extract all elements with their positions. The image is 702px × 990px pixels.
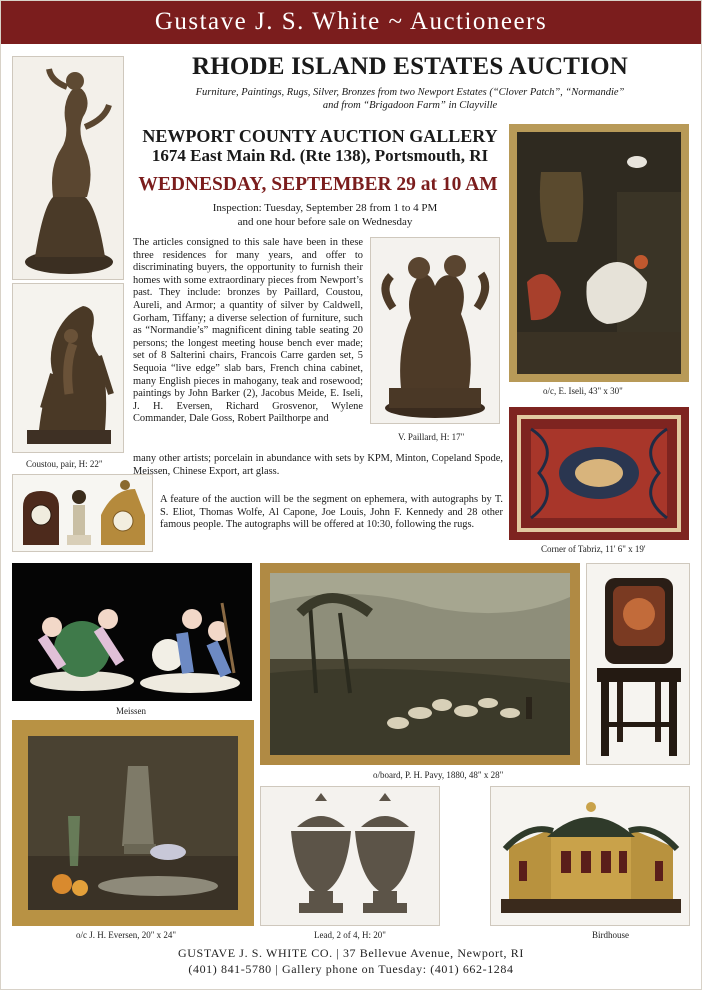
photo-pavy-painting (260, 563, 580, 765)
photo-iseli-painting (509, 124, 689, 382)
photo-tabriz-rug (509, 407, 689, 540)
body-paragraph-1: The articles consigned to this sale have been in these three residences for many years, and offer to discriminating buyers, the opportunity to furnish their homes with some extraordinary pieces from Newport’s past. They include: bronzes by Paillard, Coustou, Aureli, and Armor; a quantity of silver by Caldwell, Gorham, Tiffany; a diverse selection of furniture, such as “Normandie’s” magnificent dining table seating 20 persons; the longest meeting house bench ever made; set of 8 Salterini chairs, Francois Carre garden set, 5 Sequoia “live edge” slab bars, French china cabinet, many English pieces in mahogany, teak and rosewood; paintings by John Barker (2), Jacobus Meide, E. Iseli, J. H. Eversen, Richard Grosvenor, Wylene Commander, Dale Goss, Robert Pailthorpe and (133, 237, 363, 425)
body-paragraph-1-continued: many other artists; porcelain in abundance with sets by KPM, Minton, Copeland Spode, Meissen, Chinese Export, art glass. (133, 453, 503, 477)
page-title: RHODE ISLAND ESTATES AUCTION (191, 53, 629, 80)
gallery-address: 1674 East Main Rd. (Rte 138), Portsmouth, RI (151, 146, 489, 165)
footer-line-1: GUSTAVE J. S. WHITE CO. | 37 Bellevue Avenue, Newport, RI (178, 946, 524, 960)
caption-coustou: Coustou, pair, H: 22" (26, 459, 103, 469)
photo-meissen (12, 563, 252, 701)
caption-birdhouse: Birdhouse (592, 930, 629, 940)
photo-clocks (12, 474, 153, 552)
inspection-line-1: Inspection: Tuesday, September 28 from 1 to 4 PM (212, 202, 438, 214)
photo-birdhouse (490, 786, 690, 926)
caption-pavy: o/board, P. H. Pavy, 1880, 48" x 28" (373, 770, 504, 780)
subtitle-line-1: Furniture, Paintings, Rugs, Silver, Bronzes from two Newport Estates (“Clover Patch”, “Normandie” (195, 87, 625, 98)
caption-lead: Lead, 2 of 4, H: 20" (314, 930, 386, 940)
caption-iseli: o/c, E. Iseli, 43" x 30" (543, 386, 623, 396)
header-banner (0, 0, 702, 44)
photo-coustou-horse (12, 283, 124, 453)
banner-title: Gustave J. S. White ~ Auctioneers (154, 8, 548, 35)
page-subtitle (140, 86, 680, 112)
caption-paillard: V. Paillard, H: 17" (398, 432, 465, 442)
photo-paillard-cherubs (370, 237, 500, 424)
footer-line-2: (401) 841-5780 | Gallery phone on Tuesday: (401) 662-1284 (188, 962, 514, 976)
caption-meissen: Meissen (116, 706, 146, 716)
photo-bronze-figure (12, 56, 124, 280)
footer (0, 945, 702, 977)
inspection-info (150, 201, 500, 229)
caption-tabriz: Corner of Tabriz, 11' 6" x 19' (541, 544, 646, 554)
caption-eversen: o/c J. H. Eversen, 20" x 24" (76, 930, 177, 940)
body-paragraph-2: A feature of the auction will be the segment on ephemera, with autographs by T. S. Eliot, Thomas Wolfe, Al Capone, Joe Louis, John F. Kennedy and 28 other famous people. The autographs will be offered at 10:30, following the rugs. (160, 494, 503, 531)
sale-date: WEDNESDAY, SEPTEMBER 29 at 10 AM (138, 174, 498, 195)
inspection-line-2: and one hour before sale on Wednesday (237, 216, 413, 228)
photo-carved-chair (586, 563, 690, 765)
gallery-name: NEWPORT COUNTY AUCTION GALLERY (142, 126, 498, 146)
photo-lead-urns (260, 786, 440, 926)
subtitle-line-2: and from “Brigadoon Farm” in Clayville (322, 100, 498, 111)
photo-eversen-painting (12, 720, 254, 926)
